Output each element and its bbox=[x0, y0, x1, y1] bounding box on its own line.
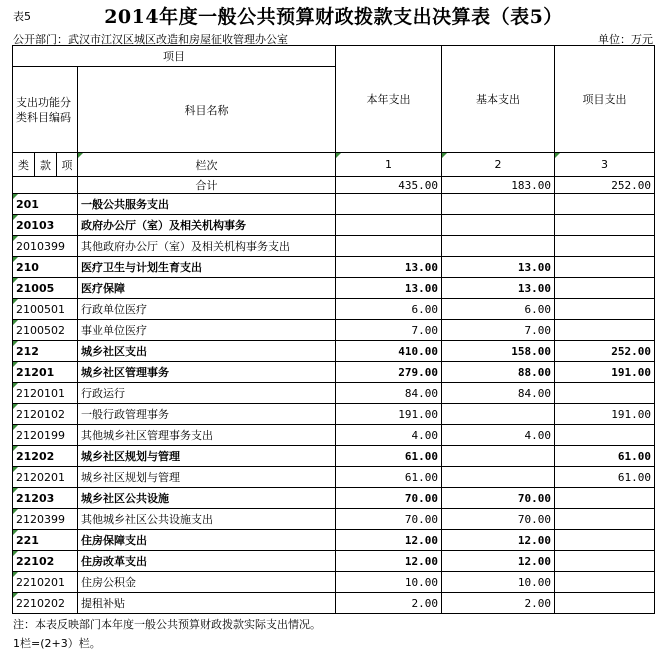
row-basic: 13.00 bbox=[442, 278, 555, 299]
row-name: 城乡社区公共设施 bbox=[78, 488, 336, 509]
row-project bbox=[555, 299, 655, 320]
table-row bbox=[13, 215, 655, 236]
table-row bbox=[13, 446, 655, 467]
row-code: 20103 bbox=[13, 215, 78, 236]
row-total: 410.00 bbox=[336, 341, 442, 362]
row-total: 61.00 bbox=[336, 446, 442, 467]
row-code: 2100502 bbox=[13, 320, 78, 341]
row-code: 21201 bbox=[13, 362, 78, 383]
row-total: 70.00 bbox=[336, 509, 442, 530]
row-code: 2210201 bbox=[13, 572, 78, 593]
row-project bbox=[555, 509, 655, 530]
row-basic: 12.00 bbox=[442, 530, 555, 551]
header-lanci: 栏次 bbox=[78, 153, 336, 177]
row-project bbox=[555, 488, 655, 509]
header-code: 支出功能分类科目编码 bbox=[13, 67, 78, 153]
row-basic: 2.00 bbox=[442, 593, 555, 614]
row-project bbox=[555, 278, 655, 299]
row-code: 2120399 bbox=[13, 509, 78, 530]
row-project bbox=[555, 194, 655, 215]
table-row bbox=[13, 572, 655, 593]
row-total: 61.00 bbox=[336, 467, 442, 488]
table-row bbox=[13, 467, 655, 488]
row-project bbox=[555, 425, 655, 446]
row-code: 21005 bbox=[13, 278, 78, 299]
table-row bbox=[13, 425, 655, 446]
table-row bbox=[13, 593, 655, 614]
header-col-basic: 基本支出 bbox=[442, 46, 555, 153]
row-name: 其他政府办公厅（室）及相关机构事务支出 bbox=[78, 236, 336, 257]
row-basic: 158.00 bbox=[442, 341, 555, 362]
row-total: 70.00 bbox=[336, 488, 442, 509]
header-lei: 类 bbox=[13, 153, 35, 177]
row-name: 事业单位医疗 bbox=[78, 320, 336, 341]
row-total: 6.00 bbox=[336, 299, 442, 320]
table-row bbox=[13, 530, 655, 551]
col-no-3: 3 bbox=[555, 153, 655, 177]
header-xiang: 项 bbox=[57, 153, 78, 177]
row-basic bbox=[442, 446, 555, 467]
col-no-2: 2 bbox=[442, 153, 555, 177]
row-basic bbox=[442, 404, 555, 425]
row-basic bbox=[442, 236, 555, 257]
row-name: 城乡社区规划与管理 bbox=[78, 446, 336, 467]
row-basic: 70.00 bbox=[442, 488, 555, 509]
row-code: 2010399 bbox=[13, 236, 78, 257]
table-row bbox=[13, 299, 655, 320]
table-row bbox=[13, 383, 655, 404]
row-basic bbox=[442, 194, 555, 215]
row-basic bbox=[442, 467, 555, 488]
header-subject-name: 科目名称 bbox=[78, 67, 336, 153]
row-basic: 12.00 bbox=[442, 551, 555, 572]
row-code: 2210202 bbox=[13, 593, 78, 614]
row-total: 191.00 bbox=[336, 404, 442, 425]
table-row bbox=[13, 341, 655, 362]
row-code: 210 bbox=[13, 257, 78, 278]
row-code: 2120199 bbox=[13, 425, 78, 446]
row-project: 252.00 bbox=[555, 341, 655, 362]
row-basic bbox=[442, 215, 555, 236]
header-kuan: 款 bbox=[35, 153, 57, 177]
row-code: 2100501 bbox=[13, 299, 78, 320]
row-project: 191.00 bbox=[555, 362, 655, 383]
row-project: 191.00 bbox=[555, 404, 655, 425]
table-row bbox=[13, 362, 655, 383]
heji-total: 435.00 bbox=[336, 177, 442, 194]
table-row bbox=[13, 320, 655, 341]
row-code: 22102 bbox=[13, 551, 78, 572]
row-name: 一般公共服务支出 bbox=[78, 194, 336, 215]
row-code: 221 bbox=[13, 530, 78, 551]
row-project bbox=[555, 236, 655, 257]
col-no-1: 1 bbox=[336, 153, 442, 177]
row-project bbox=[555, 593, 655, 614]
row-basic: 4.00 bbox=[442, 425, 555, 446]
row-basic: 7.00 bbox=[442, 320, 555, 341]
table-row bbox=[13, 404, 655, 425]
row-name: 医疗卫生与计划生育支出 bbox=[78, 257, 336, 278]
row-project bbox=[555, 383, 655, 404]
row-basic: 10.00 bbox=[442, 572, 555, 593]
row-project bbox=[555, 320, 655, 341]
row-name: 医疗保障 bbox=[78, 278, 336, 299]
page-title: 2014年度一般公共预算财政拨款支出决算表（表5） bbox=[104, 6, 563, 28]
row-name: 提租补贴 bbox=[78, 593, 336, 614]
row-name: 城乡社区支出 bbox=[78, 341, 336, 362]
row-name: 其他城乡社区公共设施支出 bbox=[78, 509, 336, 530]
row-project bbox=[555, 530, 655, 551]
row-project: 61.00 bbox=[555, 446, 655, 467]
row-name: 其他城乡社区管理事务支出 bbox=[78, 425, 336, 446]
row-total bbox=[336, 194, 442, 215]
header-col-project: 项目支出 bbox=[555, 46, 655, 153]
row-basic: 88.00 bbox=[442, 362, 555, 383]
row-name: 行政单位医疗 bbox=[78, 299, 336, 320]
department-label: 公开部门：武汉市江汉区城区改造和房屋征收管理办公室 bbox=[13, 33, 288, 46]
row-project bbox=[555, 257, 655, 278]
row-total: 7.00 bbox=[336, 320, 442, 341]
row-project: 61.00 bbox=[555, 467, 655, 488]
row-name: 住房改革支出 bbox=[78, 551, 336, 572]
row-code: 201 bbox=[13, 194, 78, 215]
header-col-total: 本年支出 bbox=[336, 46, 442, 153]
row-total: 10.00 bbox=[336, 572, 442, 593]
row-total: 2.00 bbox=[336, 593, 442, 614]
sheet-label: 表5 bbox=[13, 10, 31, 23]
row-total: 12.00 bbox=[336, 551, 442, 572]
row-code: 2120201 bbox=[13, 467, 78, 488]
row-name: 一般行政管理事务 bbox=[78, 404, 336, 425]
row-name: 住房公积金 bbox=[78, 572, 336, 593]
footer-formula: 1栏=(2+3）栏。 bbox=[13, 637, 101, 650]
row-total bbox=[336, 236, 442, 257]
heji-project: 252.00 bbox=[555, 177, 655, 194]
row-code: 21202 bbox=[13, 446, 78, 467]
table-row bbox=[13, 278, 655, 299]
row-basic: 70.00 bbox=[442, 509, 555, 530]
table-row bbox=[13, 488, 655, 509]
row-basic: 6.00 bbox=[442, 299, 555, 320]
table-row bbox=[13, 509, 655, 530]
row-basic: 13.00 bbox=[442, 257, 555, 278]
row-total: 279.00 bbox=[336, 362, 442, 383]
row-code: 2120101 bbox=[13, 383, 78, 404]
table-row bbox=[13, 236, 655, 257]
row-project bbox=[555, 215, 655, 236]
row-code: 21203 bbox=[13, 488, 78, 509]
expenditure-table bbox=[12, 45, 655, 614]
table-row bbox=[13, 551, 655, 572]
table-row bbox=[13, 194, 655, 215]
row-project bbox=[555, 572, 655, 593]
heji-code-cell bbox=[13, 177, 78, 194]
row-basic: 84.00 bbox=[442, 383, 555, 404]
heji-label: 合计 bbox=[78, 177, 336, 194]
row-code: 2120102 bbox=[13, 404, 78, 425]
header-item: 项目 bbox=[13, 46, 336, 67]
row-name: 政府办公厅（室）及相关机构事务 bbox=[78, 215, 336, 236]
row-project bbox=[555, 551, 655, 572]
row-code: 212 bbox=[13, 341, 78, 362]
row-total: 12.00 bbox=[336, 530, 442, 551]
unit-label: 单位：万元 bbox=[598, 33, 653, 46]
row-total bbox=[336, 215, 442, 236]
row-name: 住房保障支出 bbox=[78, 530, 336, 551]
table-row bbox=[13, 257, 655, 278]
row-total: 13.00 bbox=[336, 257, 442, 278]
row-total: 13.00 bbox=[336, 278, 442, 299]
heji-basic: 183.00 bbox=[442, 177, 555, 194]
row-name: 城乡社区规划与管理 bbox=[78, 467, 336, 488]
row-total: 4.00 bbox=[336, 425, 442, 446]
footer-note: 注：本表反映部门本年度一般公共预算财政拨款实际支出情况。 bbox=[13, 618, 321, 631]
row-name: 城乡社区管理事务 bbox=[78, 362, 336, 383]
row-total: 84.00 bbox=[336, 383, 442, 404]
row-name: 行政运行 bbox=[78, 383, 336, 404]
